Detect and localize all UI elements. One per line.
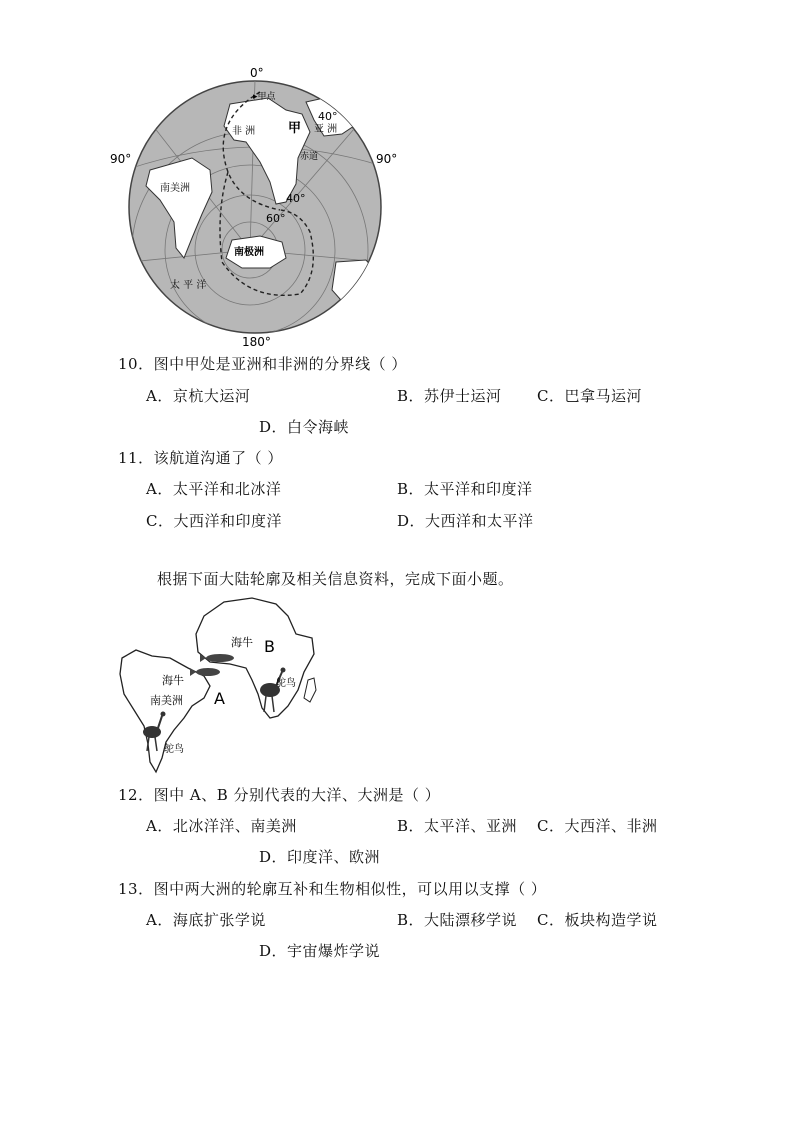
- label-b: B: [264, 637, 275, 656]
- question-12-option-d[interactable]: D．印度洋、欧洲: [259, 848, 381, 866]
- antarctica-label: 南极洲: [234, 247, 264, 258]
- question-13-option-c[interactable]: C．板块构造学说: [537, 911, 658, 929]
- label-a: A: [214, 689, 225, 708]
- question-11-option-c[interactable]: C．大西洋和印度洋: [146, 512, 282, 530]
- globe-bottom-label: 180°: [242, 335, 271, 348]
- globe-top-label: 0°: [250, 66, 264, 80]
- globe-left-label: 90°: [110, 152, 132, 166]
- question-10-option-a[interactable]: A．京杭大运河: [146, 387, 251, 405]
- equator-label: 赤道: [300, 152, 319, 162]
- start-marker-label: ▸甲点: [253, 92, 276, 102]
- manatee-sa-label: 海牛: [162, 674, 184, 687]
- question-13-stem: 13．图中两大洲的轮廓互补和生物相似性，可以用以支撑（ ）: [118, 880, 547, 898]
- asia-label: 亚 洲: [314, 124, 338, 135]
- lat40-top-label: 40°: [318, 110, 338, 123]
- ostrich-africa-label: 鸵鸟: [276, 678, 296, 689]
- globe-map: [110, 62, 410, 348]
- question-12-stem: 12．图中 A、B 分别代表的大洋、大洲是（ ）: [118, 786, 441, 804]
- question-10-option-c[interactable]: C．巴拿马运河: [537, 387, 642, 405]
- globe-right-label: 90°: [376, 152, 398, 166]
- question-11-option-b[interactable]: B．太平洋和印度洋: [397, 480, 533, 498]
- africa-label: 非 洲: [232, 126, 256, 137]
- question-10-option-d[interactable]: D．白令海峡: [259, 418, 350, 436]
- section-intro: 根据下面大陆轮廓及相关信息资料，完成下面小题。: [157, 570, 514, 588]
- question-11-stem: 11．该航道沟通了（ ）: [118, 449, 283, 467]
- lat40-mid-label: 40°: [286, 192, 306, 205]
- south-america-label: 南美洲: [160, 183, 190, 194]
- question-13-option-d[interactable]: D．宇宙爆炸学说: [259, 942, 381, 960]
- question-13-option-b[interactable]: B．大陆漂移学说: [397, 911, 518, 929]
- pacific-label: 太 平 洋: [170, 280, 207, 291]
- question-10-option-b[interactable]: B．苏伊士运河: [397, 387, 502, 405]
- question-13-option-a[interactable]: A．海底扩张学说: [146, 911, 266, 929]
- madagascar-outline: [304, 678, 316, 702]
- question-11-option-a[interactable]: A．太平洋和北冰洋: [146, 480, 282, 498]
- question-12-option-c[interactable]: C．大西洋、非洲: [537, 817, 658, 835]
- south-america-map-label: 南美洲: [150, 694, 183, 707]
- question-12-option-a[interactable]: A．北冰洋洋、南美洲: [146, 817, 297, 835]
- question-10-stem: 10．图中甲处是亚洲和非洲的分界线（ ）: [118, 355, 407, 373]
- jia-label: 甲: [288, 121, 302, 136]
- question-11-option-d[interactable]: D．大西洋和太平洋: [397, 512, 534, 530]
- manatee-africa-label: 海牛: [231, 636, 253, 649]
- lat60-label: 60°: [266, 212, 286, 225]
- continent-map: [112, 594, 326, 774]
- ostrich-sa-label: 鸵鸟: [164, 744, 184, 755]
- question-12-option-b[interactable]: B．太平洋、亚洲: [397, 817, 518, 835]
